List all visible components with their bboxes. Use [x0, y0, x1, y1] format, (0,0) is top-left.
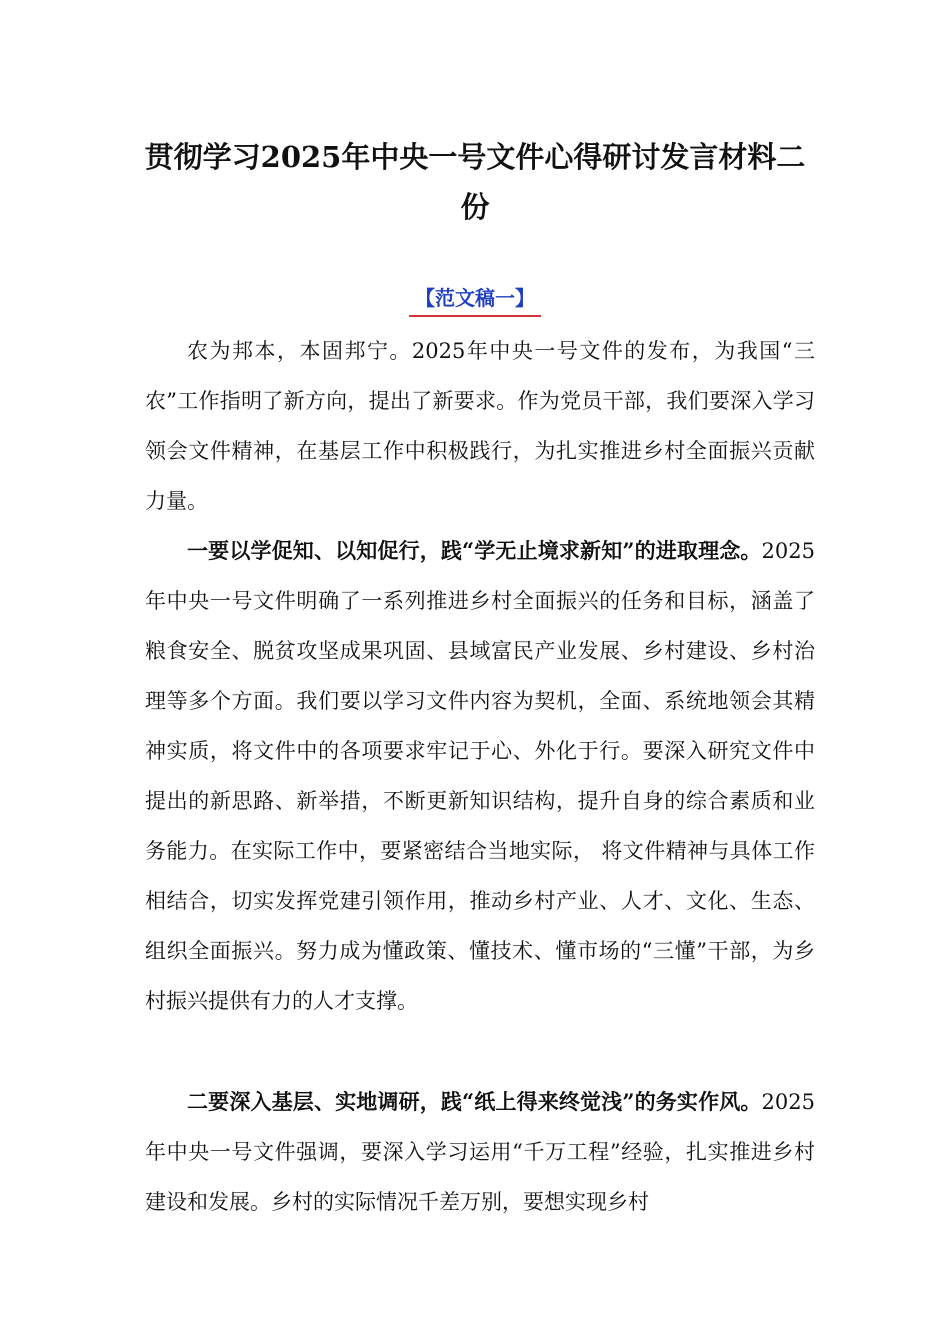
paragraph-point-two — [145, 1077, 815, 1227]
paragraph-heading: 一要以学促知、以知促行，践“学无止境求新知”的进取理念。 — [187, 538, 762, 563]
document-title: 贯彻学习2025年中央一号文件心得研讨发言材料二份 — [144, 140, 806, 224]
section-label-text: 【范文稿一】 — [409, 283, 541, 317]
paragraph-heading: 二要深入基层、实地调研，践“纸上得来终觉浅”的务实作风。 — [187, 1089, 762, 1114]
paragraph-text: 2025年中央一号文件强调，要深入学习运用“千万工程”经验，扎实推进乡村建设和发展。乡村的实际情况千差万别，要想实现乡村 — [145, 1090, 815, 1214]
paragraph-point-one — [145, 526, 815, 1026]
paragraph-text: 农为邦本，本固邦宁。2025年中央一号文件的发布，为我国“三农”工作指明了新方向，提出了新要求。作为党员干部，我们要深入学习领会文件精神，在基层工作中积极践行，为扎实推进乡村全面振兴贡献力量。 — [145, 339, 815, 513]
section-label — [0, 283, 950, 317]
paragraph-intro — [145, 326, 815, 526]
paragraph-text: 2025年中央一号文件明确了一系列推进乡村全面振兴的任务和目标，涵盖了粮食安全、脱贫攻坚成果巩固、县域富民产业发展、乡村建设、乡村治理等多个方面。我们要以学习文件内容为契机，全面、系统地领会其精神实质，将文件中的各项要求牢记于心、外化于行。要深入研究文件中提出的新思路、新举措，不断更新知识结构，提升自身的综合素质和业务能力。在实际工作中，要紧密结合当地实际， 将文件精神与具体工作相结合，切实发挥党建引领作用，推动乡村产业、人才、文化、生态、组织全面振兴。努力成为懂政策、懂技术、懂市场的“三懂”干部，为乡村振兴提供有力的人才支撑。 — [145, 539, 815, 1013]
